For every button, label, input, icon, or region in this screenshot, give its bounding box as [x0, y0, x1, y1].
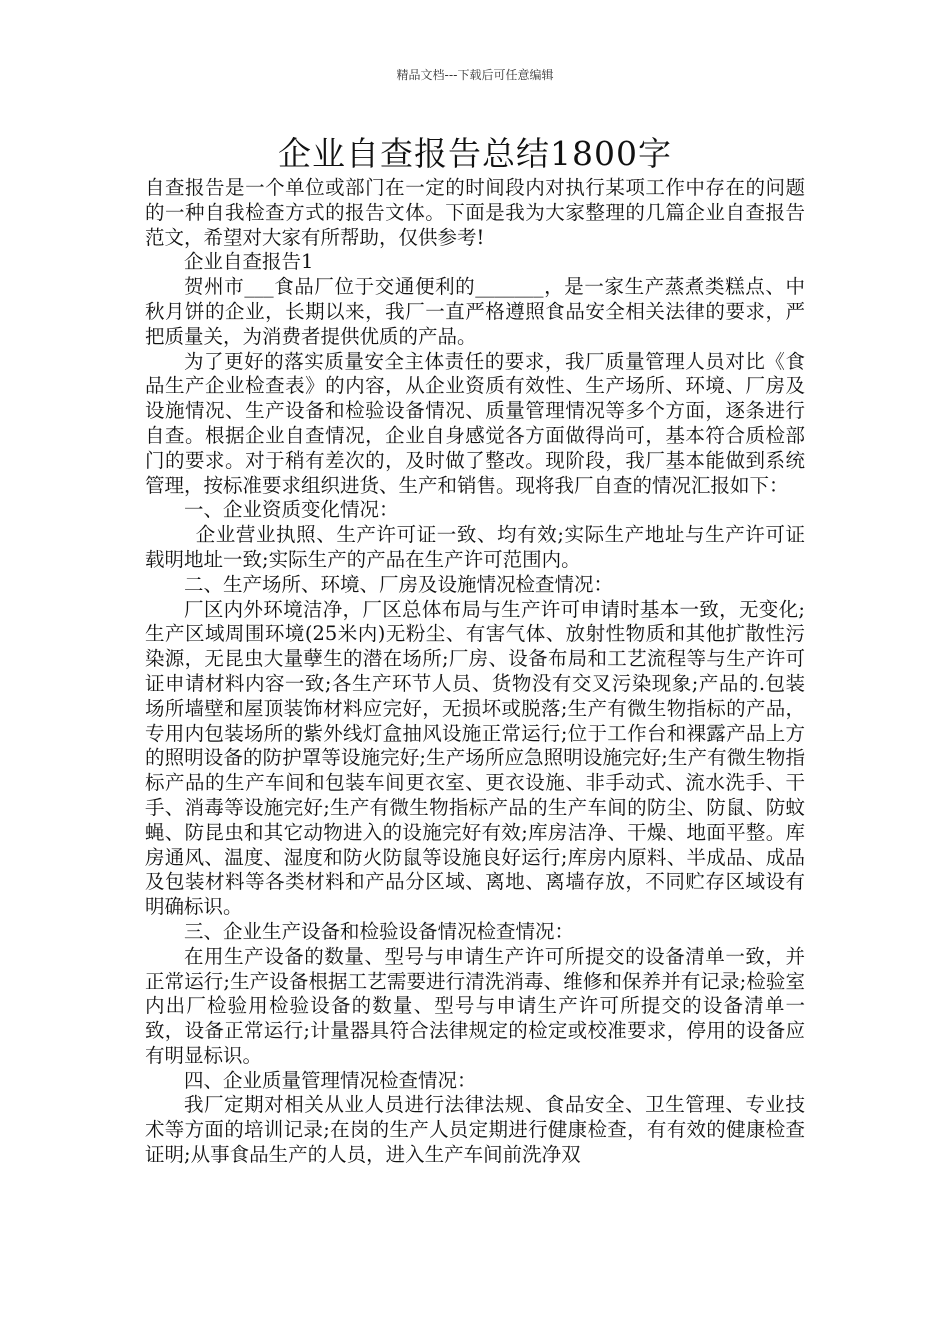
paragraph-qualification: 企业营业执照、生产许可证一致、均有效;实际生产地址与生产许可证载明地址一致;实际生产的产品在生产许可范围内。	[145, 523, 805, 571]
paragraph-intro: 自查报告是一个单位或部门在一定的时间段内对执行某项工作中存在的问题的一种自我检查方式的报告文体。下面是我为大家整理的几篇企业自查报告范文，希望对大家有所帮助，仅供参考!	[145, 176, 805, 249]
document-body	[145, 176, 805, 1168]
paragraph-premises: 厂区内外环境洁净，厂区总体布局与生产许可申请时基本一致，无变化;生产区域周围环境(25米内)无粉尘、有害气体、放射性物质和其他扩散性污染源，无昆虫大量孽生的潜在场所;厂房、设备布局和工艺流程等与生产许可证申请材料内容一致;各生产环节人员、货物没有交叉污染现象;产品的.包装场所墙壁和屋顶装饰材料应完好，无损坏或脱落;生产有微生物指标的产品，专用内包装场所的紫外线灯盒抽风设施正常运行;位于工作台和裸露产品上方的照明设备的防护罩等设施完好;生产场所应急照明设施完好;生产有微生物指标产品的生产车间和包装车间更衣室、更衣设施、非手动式、流水洗手、干手、消毒等设施完好;生产有微生物指标产品的生产车间的防尘、防鼠、防蚊蝇、防昆虫和其它动物进入的设施完好有效;库房洁净、干燥、地面平整。库房通风、温度、湿度和防火防鼠等设施良好运行;库房内原料、半成品、成品及包装材料等各类材料和产品分区域、离地、离墙存放，不同贮存区域设有明确标识。	[145, 597, 805, 919]
section-heading-qualification: 一、企业资质变化情况：	[184, 498, 399, 522]
paragraph-self-check-overview: 为了更好的落实质量安全主体责任的要求，我厂质量管理人员对比《食品生产企业检查表》的内容，从企业资质有效性、生产场所、环境、厂房及设施情况、生产设备和检验设备情况、质量管理情况等多个方面，逐条进行自查。根据企业自查情况，企业自身感觉各方面做得尚可，基本符合质检部门的要求。对于稍有差次的，及时做了整改。现阶段，我厂基本能做到系统管理，按标准要求组织进货、生产和销售。现将我厂自查的情况汇报如下：	[145, 349, 805, 497]
section-heading-equipment: 三、企业生产设备和检验设备情况检查情况：	[184, 919, 575, 943]
paragraph-quality: 我厂定期对相关从业人员进行法律法规、食品安全、卫生管理、专业技术等方面的培训记录;在岗的生产人员定期进行健康检查，有有效的健康检查证明;从事食品生产的人员，进入生产车间前洗净双	[145, 1093, 805, 1167]
paragraph-company-intro: 贺州市___食品厂位于交通便利的_______，是一家生产蒸煮类糕点、中秋月饼的企业，长期以来，我厂一直严格遵照食品安全相关法律的要求，严把质量关，为消费者提供优质的产品。	[145, 275, 805, 348]
document-title: 企业自查报告总结1800字	[278, 134, 672, 173]
section-heading-report-1: 企业自查报告1	[184, 250, 314, 274]
paragraph-equipment: 在用生产设备的数量、型号与申请生产许可所提交的设备清单一致，并正常运行;生产设备根据工艺需要进行清洗消毒、维修和保养并有记录;检验室内出厂检验用检验设备的数量、型号与申请生产许可所提交的设备清单一致，设备正常运行;计量器具符合法律规定的检定或校准要求，停用的设备应有明显标识。	[145, 944, 805, 1067]
page-header-note: 精品文档---下载后可任意编辑	[396, 68, 554, 82]
section-heading-quality: 四、企业质量管理情况检查情况：	[184, 1068, 477, 1092]
section-heading-premises: 二、生产场所、环境、厂房及设施情况检查情况：	[184, 572, 614, 596]
